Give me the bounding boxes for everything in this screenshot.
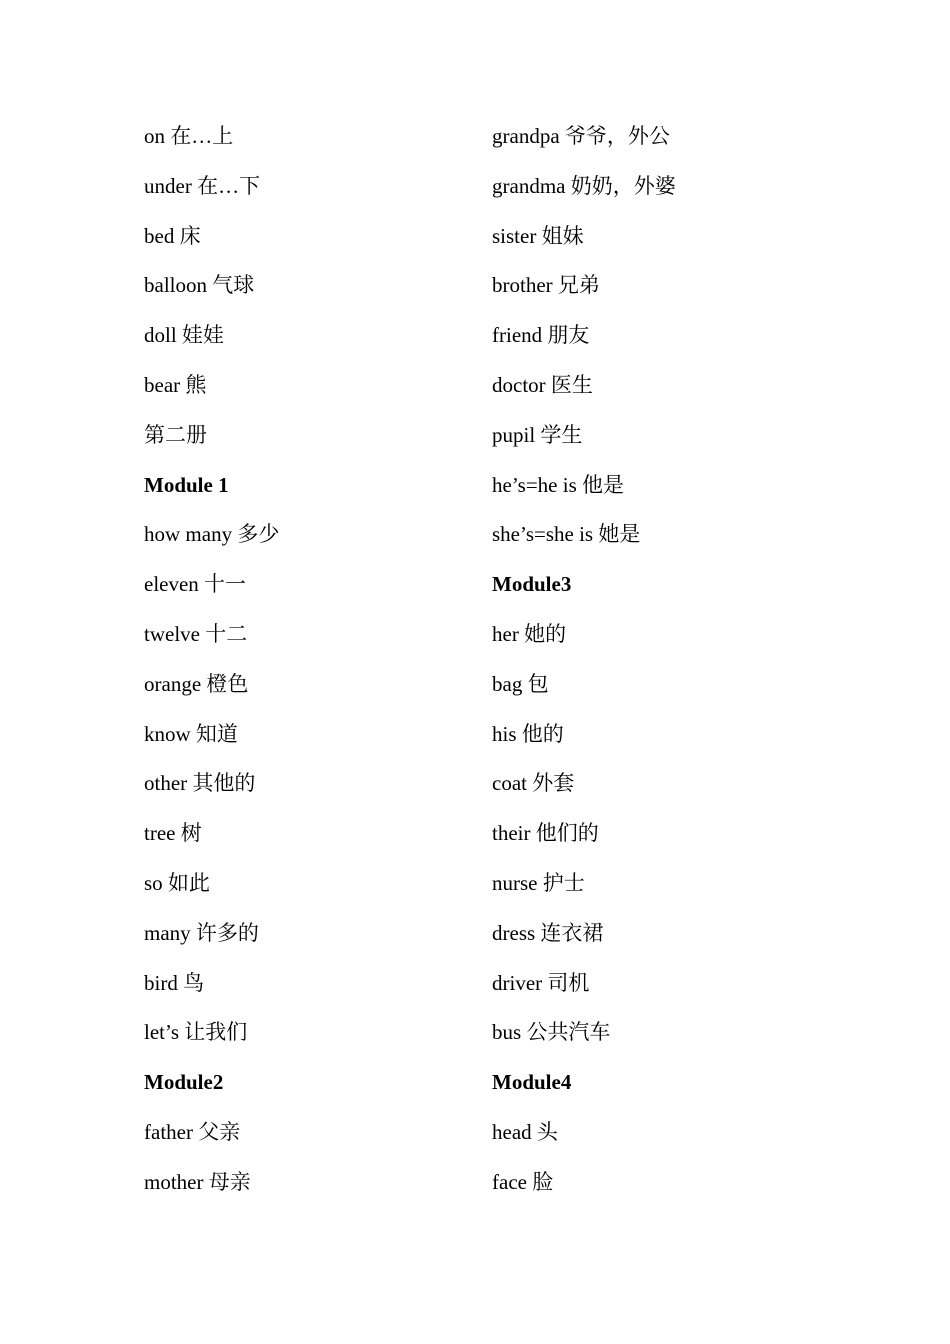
vocabulary-entry: eleven 十一: [144, 572, 247, 597]
vocabulary-entry: tree 树: [144, 821, 202, 846]
vocabulary-entry: grandpa 爷爷，外公: [492, 124, 670, 148]
vocabulary-entry: orange 橙色: [144, 671, 249, 696]
vocabulary-entry: how many 多少: [144, 522, 280, 547]
vocabulary-entry: bed 床: [144, 223, 201, 248]
vocabulary-entry: face 脸: [492, 1169, 554, 1194]
vocabulary-entry: driver 司机: [492, 970, 590, 995]
vocabulary-entry: pupil 学生: [492, 422, 583, 447]
vocabulary-entry: father 父亲: [144, 1119, 241, 1144]
vocabulary-entry: balloon 气球: [144, 273, 255, 298]
vocabulary-entry: other 其他的: [144, 771, 256, 796]
vocabulary-entry: doll 娃娃: [144, 323, 224, 348]
vocabulary-entry: 第二册: [144, 422, 207, 447]
module-heading: Module2: [144, 1070, 224, 1095]
vocabulary-entry: their 他们的: [492, 821, 599, 846]
module-heading: Module3: [492, 572, 572, 597]
vocabulary-entry: bear 熊: [144, 372, 207, 397]
vocabulary-entry: so 如此: [144, 870, 210, 895]
vocabulary-entry: brother 兄弟: [492, 273, 600, 298]
vocabulary-entry: his 他的: [492, 721, 564, 746]
vocabulary-entry: many 许多的: [144, 920, 259, 945]
module-heading: Module4: [492, 1070, 572, 1095]
vocabulary-entry: mother 母亲: [144, 1169, 251, 1194]
vocabulary-entry: dress 连衣裙: [492, 920, 604, 945]
vocabulary-entry: grandma 奶奶，外婆: [492, 173, 676, 198]
vocabulary-entry: bag 包: [492, 671, 549, 696]
vocabulary-entry: bird 鸟: [144, 970, 205, 995]
vocabulary-entry: know 知道: [144, 721, 238, 746]
vocabulary-entry: head 头: [492, 1119, 558, 1144]
vocabulary-entry: nurse 护士: [492, 870, 585, 895]
vocabulary-entry: bus 公共汽车: [492, 1020, 611, 1045]
vocabulary-entry: he’s=he is 他是: [492, 472, 624, 497]
vocabulary-entry: twelve 十二: [144, 621, 248, 646]
vocabulary-entry: she’s=she is 她是: [492, 522, 641, 547]
vocabulary-entry: let’s 让我们: [144, 1020, 248, 1045]
vocabulary-entry: friend 朋友: [492, 323, 590, 348]
vocabulary-entry: on 在…上: [144, 124, 234, 148]
vocabulary-entry: her 她的: [492, 621, 567, 646]
vocabulary-entry: sister 姐妹: [492, 223, 584, 248]
right-word-column: [492, 112, 912, 1208]
vocabulary-entry: doctor 医生: [492, 372, 593, 397]
vocabulary-entry: coat 外套: [492, 771, 575, 796]
module-heading: Module 1: [144, 472, 229, 497]
vocabulary-entry: under 在…下: [144, 173, 261, 198]
